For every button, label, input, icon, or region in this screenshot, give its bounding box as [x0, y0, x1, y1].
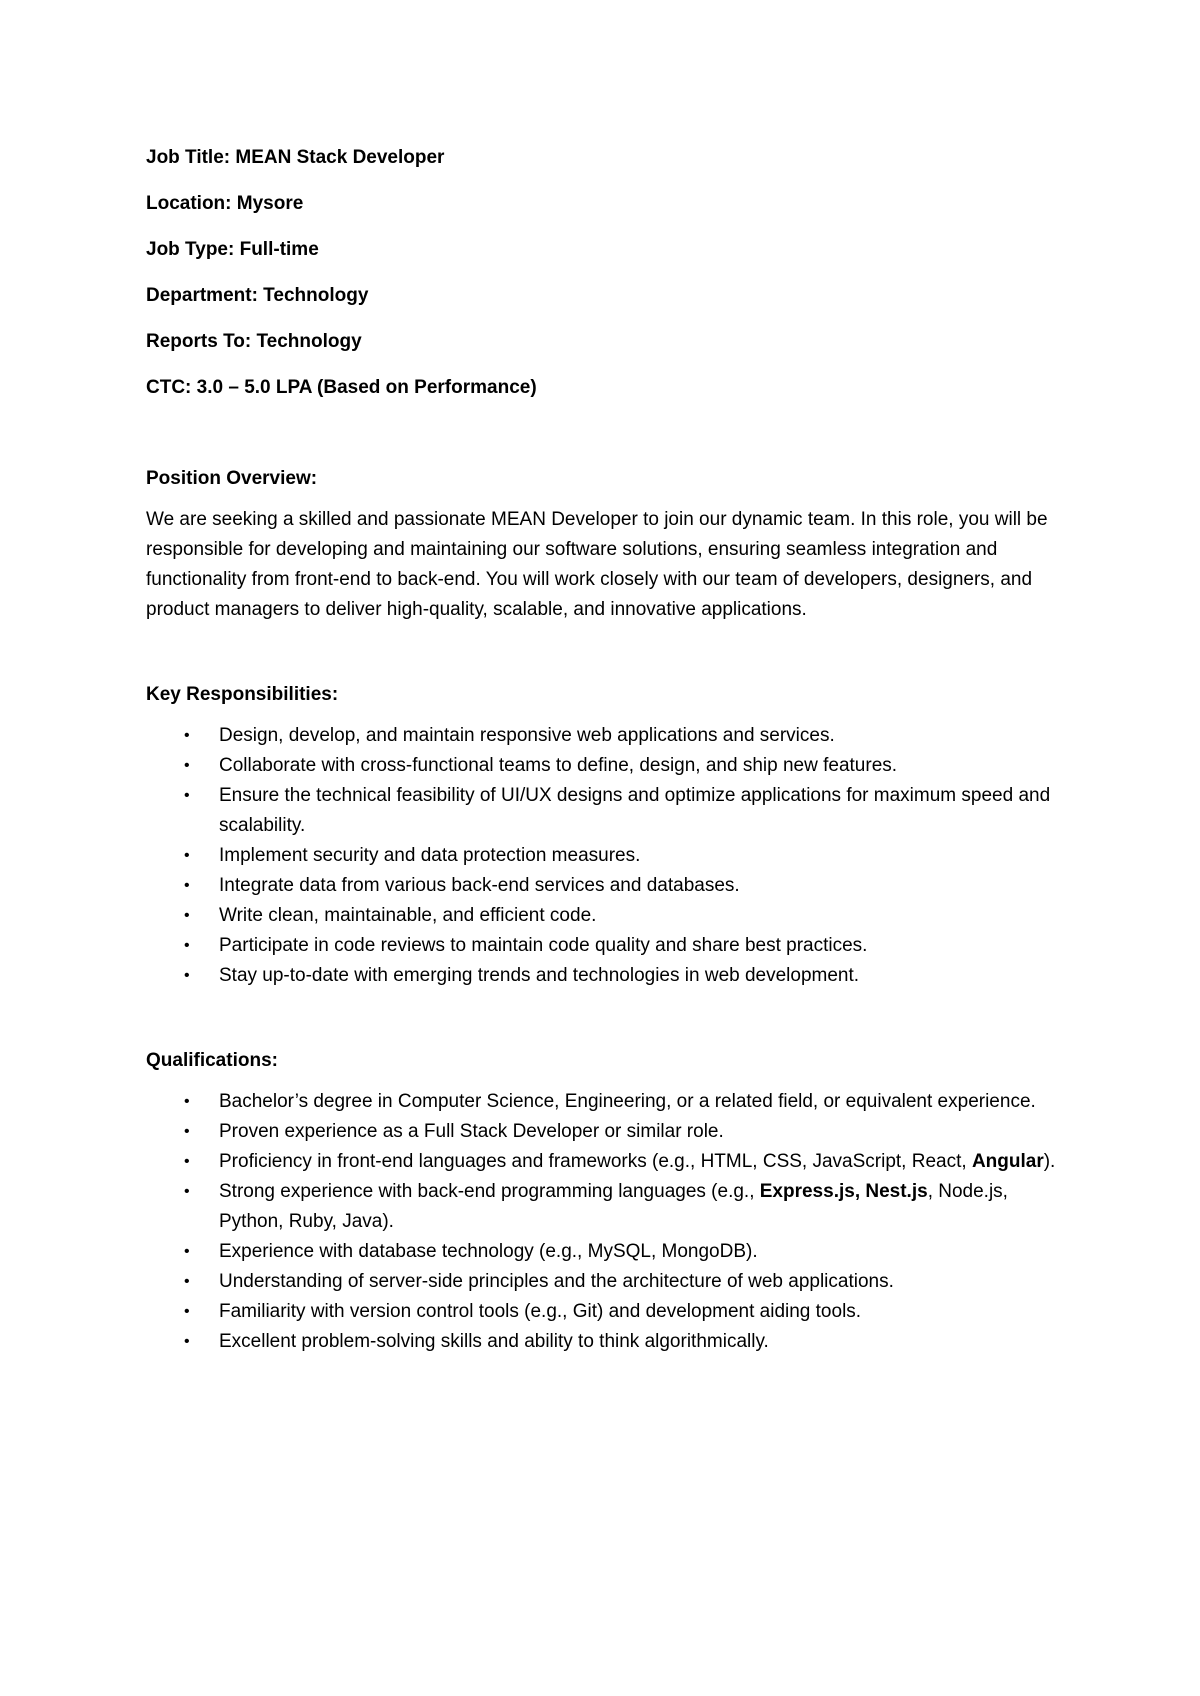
job-location: Location: Mysore [146, 193, 304, 214]
bullet-icon: • [184, 1183, 190, 1200]
bullet-icon: • [184, 967, 190, 984]
bullet-icon: • [184, 1333, 190, 1350]
list-item [146, 1177, 1066, 1237]
job-type: Job Type: Full-time [146, 239, 319, 260]
bullet-icon: • [184, 907, 190, 924]
list-item-text: Strong experience with back-end programming languages (e.g., [219, 1181, 760, 1202]
list-item-text-bold: Angular [971, 1151, 1044, 1172]
list-item-text-bold: Express.js, Nest.js [759, 1181, 928, 1202]
list-item-text: Participate in code reviews to maintain code quality and share best practices. [219, 935, 868, 956]
qualifications-list [146, 1087, 1066, 1357]
overview-text: We are seeking a skilled and passionate MEAN Developer to join our dynamic team. In this role, you will be responsible for developing and maintaining our software solutions, ensuring seamless integration and functionality from front-end to back-end. You will work closely with our team of developers, designers, and product managers to deliver high-quality, scalable, and innovative applications. [146, 509, 1048, 620]
list-item [146, 901, 1066, 931]
responsibilities-list [146, 721, 1066, 991]
list-item [146, 781, 1066, 841]
job-ctc: CTC: 3.0 – 5.0 LPA (Based on Performance) [146, 377, 537, 398]
list-item-text: , Node.js, Python, Ruby, Java). [219, 1181, 1008, 1232]
list-item-text: Proven experience as a Full Stack Developer or similar role. [219, 1121, 724, 1142]
bullet-icon: • [184, 787, 190, 804]
job-meta [146, 146, 1066, 399]
list-item [146, 1237, 1066, 1267]
list-item-text: Excellent problem-solving skills and ability to think algorithmically. [219, 1331, 769, 1352]
list-item [146, 961, 1066, 991]
bullet-icon: • [184, 727, 190, 744]
bullet-icon: • [184, 937, 190, 954]
list-item-text: Experience with database technology (e.g., MySQL, MongoDB). [219, 1241, 758, 1262]
list-item [146, 931, 1066, 961]
list-item-text: Implement security and data protection measures. [219, 845, 641, 866]
bullet-icon: • [184, 1303, 190, 1320]
job-department: Department: Technology [146, 285, 369, 306]
bullet-icon: • [184, 847, 190, 864]
list-item [146, 871, 1066, 901]
list-item [146, 1147, 1066, 1177]
list-item-text: Familiarity with version control tools (e.g., Git) and development aiding tools. [219, 1301, 862, 1322]
qualifications-heading: Qualifications: [146, 1050, 278, 1071]
list-item [146, 1297, 1066, 1327]
list-item-text: Bachelor’s degree in Computer Science, Engineering, or a related field, or equivalent experience. [219, 1091, 1036, 1112]
bullet-icon: • [184, 757, 190, 774]
bullet-icon: • [184, 1153, 190, 1170]
list-item [146, 841, 1066, 871]
list-item [146, 1327, 1066, 1357]
bullet-icon: • [184, 1093, 190, 1110]
job-title: Job Title: MEAN Stack Developer [146, 147, 445, 168]
list-item-text: Write clean, maintainable, and efficient code. [219, 905, 597, 926]
overview-heading: Position Overview: [146, 468, 318, 489]
job-reports-to: Reports To: Technology [146, 331, 362, 352]
responsibilities-section [146, 683, 1066, 991]
bullet-icon: • [184, 1123, 190, 1140]
list-item [146, 751, 1066, 781]
list-item-text: Understanding of server-side principles and the architecture of web applications. [219, 1271, 894, 1292]
bullet-icon: • [184, 1273, 190, 1290]
bullet-icon: • [184, 877, 190, 894]
list-item-text: Stay up-to-date with emerging trends and technologies in web development. [219, 965, 860, 986]
list-item [146, 1087, 1066, 1117]
qualifications-section [146, 1049, 1066, 1357]
list-item-text: Integrate data from various back-end services and databases. [219, 875, 740, 896]
list-item-text: Ensure the technical feasibility of UI/UX designs and optimize applications for maximum speed and scalability. [219, 785, 1051, 836]
document-page [146, 146, 1066, 1357]
list-item-text: Design, develop, and maintain responsive web applications and services. [219, 725, 835, 746]
list-item-text: Proficiency in front-end languages and frameworks (e.g., HTML, CSS, JavaScript, React, [219, 1151, 972, 1172]
list-item-text: ). [1043, 1151, 1056, 1172]
overview-section [146, 467, 1066, 625]
bullet-icon: • [184, 1243, 190, 1260]
list-item [146, 721, 1066, 751]
list-item-text: Collaborate with cross-functional teams to define, design, and ship new features. [219, 755, 898, 776]
list-item [146, 1267, 1066, 1297]
responsibilities-heading: Key Responsibilities: [146, 684, 339, 705]
list-item [146, 1117, 1066, 1147]
